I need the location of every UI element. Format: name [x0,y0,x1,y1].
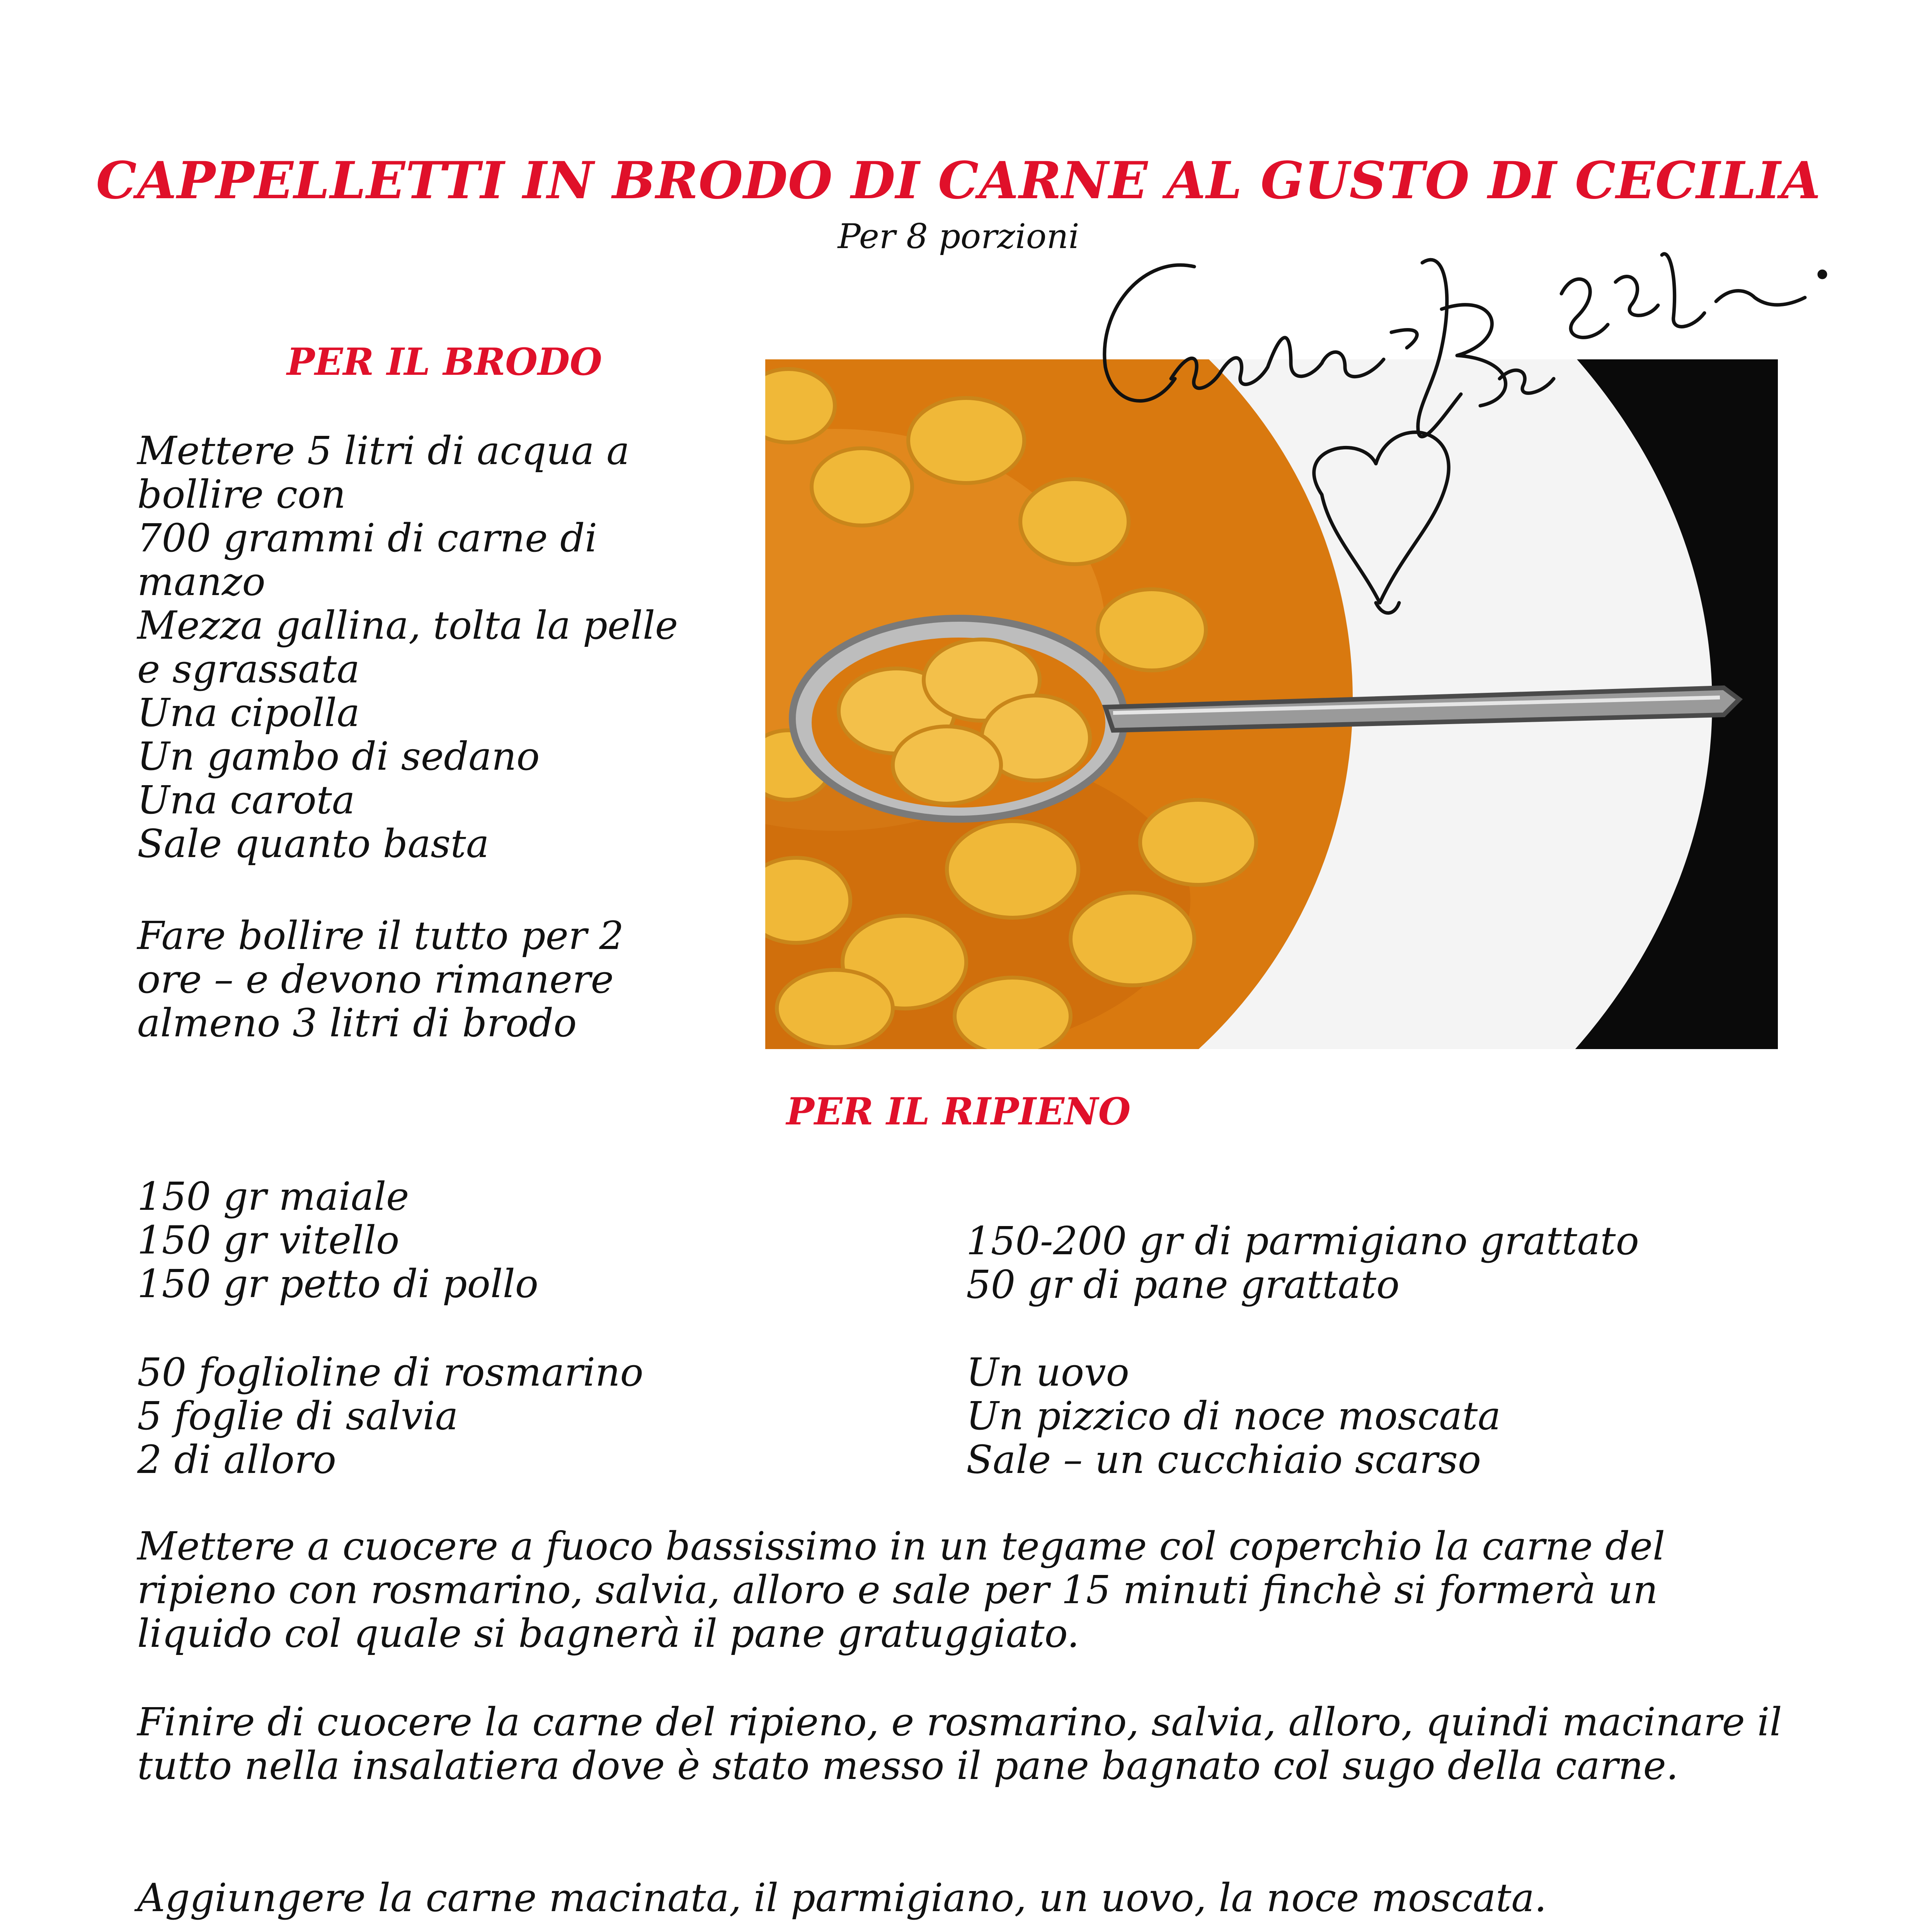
ingredient-line: Un gambo di sedano [137,734,540,779]
ingredient-line: bollire con [137,472,346,517]
section-heading-ripieno: PER IL RIPIENO [786,1090,1131,1133]
section-heading-brodo: PER IL BRODO [287,340,602,384]
ingredient-line: 2 di alloro [137,1437,336,1482]
ingredient-line: 50 gr di pane grattato [966,1262,1400,1307]
ingredient-line: Un uovo [966,1350,1129,1395]
ingredient-line: Un pizzico di noce moscata [966,1393,1501,1439]
ingredient-line: 150 gr vitello [137,1218,400,1263]
handwritten-signature [1074,232,1832,657]
ripieno-paragraph: Finire di cuocere la carne del ripieno, e rosmarino, salvia, alloro, quindi macinare il tutto nella insalatiera dove è stato messo il pane bagnato col sugo della carne. [137,1699,1782,1788]
ripieno-paragraph: Mettere a cuocere a fuoco bassissimo in un tegame col coperchio la carne del ripieno con rosmarino, salvia, alloro e sale per 15 minuti finchè si formerà un liquido col quale si bagnerà il pane gratuggiato. [137,1524,1665,1656]
ripieno-meats [137,1175,538,1306]
ingredient-line: Una cipolla [137,690,360,735]
ingredient-line: 5 foglie di salvia [137,1393,458,1439]
ingredient-line: 150 gr petto di pollo [137,1261,538,1306]
instruction-line: almeno 3 litri di brodo [137,1000,577,1046]
ingredient-line: 150 gr maiale [137,1174,409,1219]
ripieno-paragraph: Aggiungere la carne macinata, il parmigiano, un uovo, la noce moscata. [137,1875,1547,1920]
brodo-ingredients [137,429,678,866]
ingredient-line: Sale – un cucchiaio scarso [966,1437,1481,1482]
ingredient-line: 50 foglioline di rosmarino [137,1350,644,1395]
ripieno-egg-spices [966,1350,1501,1481]
instruction-line: Fare bollire il tutto per 2 [137,913,624,958]
servings-subtitle: Per 8 porzioni [838,216,1079,256]
ingredient-line: Mettere 5 litri di acqua a [137,428,630,473]
ripieno-herbs [137,1350,644,1481]
ingredient-line: Mezza gallina, tolta la pelle [137,603,678,648]
ingredient-line: 700 grammi di carne di [137,515,598,561]
instruction-line: ore – e devono rimanere [137,957,614,1002]
ingredient-line: manzo [137,559,266,604]
brodo-instructions [137,914,624,1045]
recipe-title: CAPPELLETTI IN BRODO DI CARNE AL GUSTO DI CECILIA [96,151,1821,211]
ingredient-line: Una carota [137,777,355,823]
ingredient-line: Sale quanto basta [137,821,489,866]
ingredient-line: 150-200 gr di parmigiano grattato [966,1218,1639,1264]
ripieno-cheese-bread [966,1219,1639,1306]
ingredient-line: e sgrassata [137,646,360,692]
